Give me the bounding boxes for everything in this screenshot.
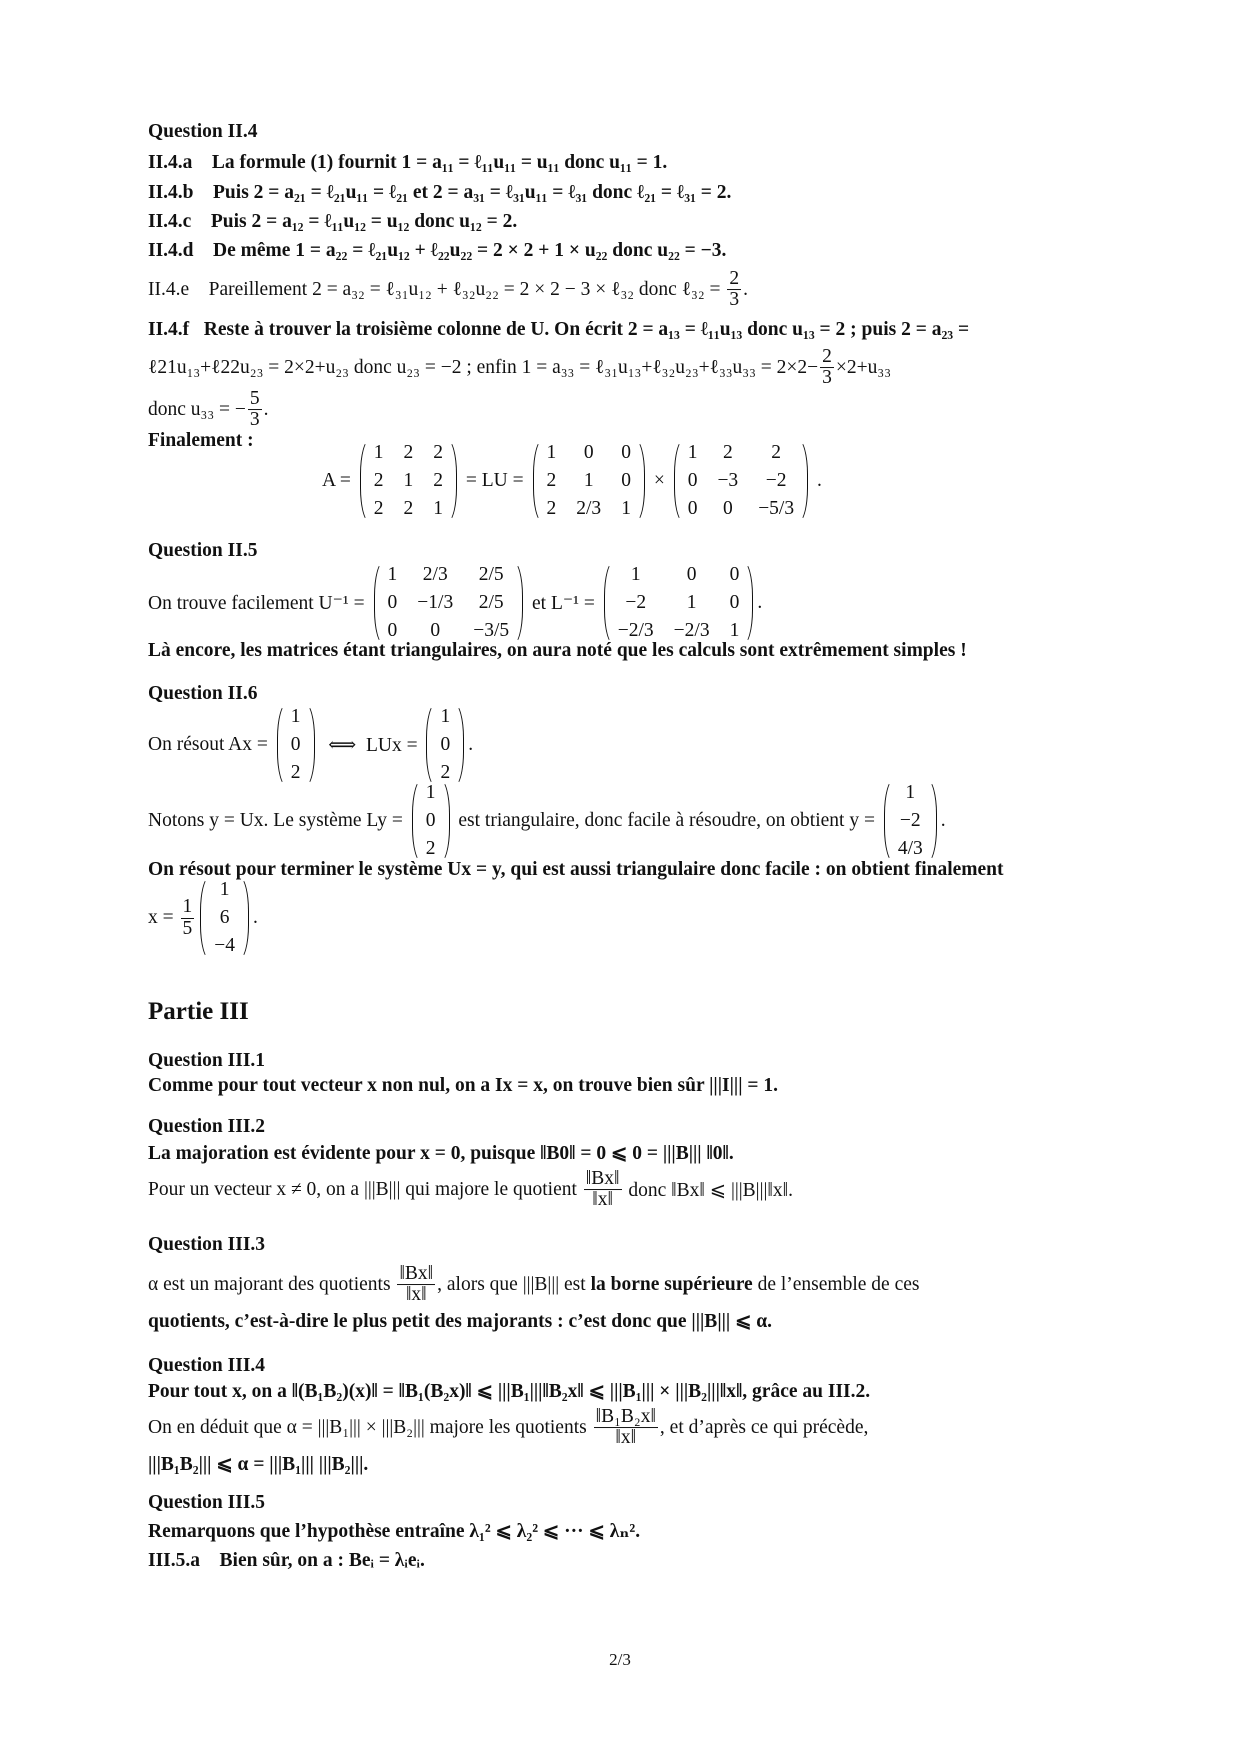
text-run: , et d’après ce qui précède, bbox=[659, 1417, 869, 1438]
text-run: On trouve facilement U⁻¹ = bbox=[148, 593, 370, 614]
right-paren bbox=[798, 439, 808, 523]
matrix-cell: −2 bbox=[765, 470, 787, 491]
matrix-cells bbox=[684, 439, 798, 523]
left-paren bbox=[533, 439, 543, 523]
matrix bbox=[360, 439, 457, 523]
answer-III3-line2 bbox=[148, 1309, 772, 1333]
text-run: Comme pour tout vecteur x non nul, on a Ix = x, on trouve bien sûr |||I||| = 1. bbox=[148, 1075, 778, 1096]
left-paren bbox=[200, 876, 210, 960]
solution-x bbox=[148, 876, 258, 960]
matrix-cell: 1 bbox=[686, 592, 697, 613]
heading-question-III2 bbox=[148, 1116, 265, 1138]
bold-text: Question III.3 bbox=[148, 1234, 266, 1255]
numerator: 1 bbox=[182, 896, 193, 918]
matrix-cell: 1 bbox=[433, 498, 444, 519]
matrix bbox=[674, 439, 808, 523]
right-paren bbox=[927, 779, 937, 863]
answer-III1 bbox=[148, 1075, 778, 1097]
matrix bbox=[604, 561, 754, 645]
left-paren bbox=[674, 439, 684, 523]
inverse-matrices bbox=[148, 561, 762, 645]
matrix-cell: 2 bbox=[440, 762, 451, 783]
numerator: 2 bbox=[822, 346, 832, 368]
matrix-cells bbox=[436, 703, 454, 787]
text-run: On résout pour terminer le système Ux = y, qui est aussi triangulaire donc facile : on obtient finalement bbox=[148, 859, 1004, 880]
solve-x-text bbox=[148, 859, 1004, 881]
text-run: II.4.f Reste à trouver la troisième colonne de U. On écrit 2 = a₁₃ = ℓ₁₁u₁₃ donc u₁₃ = 2 ; puis 2 = a₂₃ = bbox=[148, 319, 970, 340]
right-paren bbox=[447, 439, 457, 523]
matrix-cell: 2 bbox=[403, 442, 414, 463]
matrix-cell: 1 bbox=[729, 620, 740, 641]
matrix-cell: 6 bbox=[219, 907, 230, 928]
matrix-cells bbox=[370, 439, 447, 523]
answer-III4-line2 bbox=[148, 1407, 868, 1449]
item-II4f bbox=[148, 319, 969, 341]
text-run: On en déduit que α = |||B₁||| × |||B₂||| majore les quotients bbox=[148, 1417, 592, 1438]
matrix-cell: 0 bbox=[430, 620, 441, 641]
matrix-cell: 1 bbox=[373, 442, 384, 463]
bold-text: Question III.1 bbox=[148, 1050, 266, 1071]
matrix-cell: −2/3 bbox=[617, 620, 654, 641]
matrix-cell: −1/3 bbox=[417, 592, 454, 613]
text-run: , alors que |||B||| est bbox=[437, 1274, 591, 1295]
left-paren bbox=[884, 779, 894, 863]
matrix-cell: 2 bbox=[403, 498, 414, 519]
matrix-cell: 0 bbox=[729, 592, 740, 613]
right-paren bbox=[743, 561, 753, 645]
matrix-cells bbox=[210, 876, 239, 960]
text-run: II.4.a La formule (1) fournit 1 = a₁₁ = ℓ₁₁u₁₁ = u₁₁ donc u₁₁ = 1. bbox=[148, 152, 668, 173]
matrix-cell: 2 bbox=[433, 470, 444, 491]
right-paren bbox=[635, 439, 645, 523]
matrix-cell: 2/5 bbox=[478, 592, 504, 613]
matrix-cell: 1 bbox=[630, 564, 641, 585]
text-run: . bbox=[263, 399, 269, 420]
matrix-cell: 1 bbox=[425, 782, 436, 803]
matrix-cell: 1 bbox=[583, 470, 594, 491]
answer-III3-line1 bbox=[148, 1264, 919, 1306]
item-II4f-cont bbox=[148, 347, 891, 389]
matrix-cells bbox=[543, 439, 635, 523]
page-number: 2/3 bbox=[609, 1650, 631, 1669]
left-paren bbox=[412, 779, 422, 863]
text-run: ℓ21u₁₃+ℓ22u₂₃ = 2×2+u₂₃ donc u₂₃ = −2 ; enfin 1 = a₃₃ = ℓ₃₁u₁₃+ℓ₃₂u₂₃+ℓ₃₃u₃₃ = 2×2− bbox=[148, 357, 819, 378]
matrix-cell: 2 bbox=[433, 442, 444, 463]
bold-text: Question III.5 bbox=[148, 1492, 266, 1513]
numerator: 2 bbox=[729, 268, 740, 290]
matrix-cell: 1 bbox=[621, 498, 631, 519]
matrix-cells bbox=[287, 703, 305, 787]
text-run: Pour tout x, on a ‖(B₁B₂)(x)‖ = ‖B₁(B₂x)‖ ⩽ |||B₁|||‖B₂x‖ ⩽ |||B₁||| × |||B₂|||‖x‖, grâce au III.2. bbox=[148, 1381, 871, 1402]
denominator: ‖x‖ bbox=[405, 1284, 427, 1306]
text-run: . bbox=[812, 470, 822, 491]
matrix-cell: 0 bbox=[729, 564, 740, 585]
right-paren bbox=[454, 703, 464, 787]
matrix-cells bbox=[894, 779, 927, 863]
text-run: Là encore, les matrices étant triangulaires, on aura noté que les calculs sont extrêmement simples ! bbox=[148, 640, 967, 661]
matrix-cell: 1 bbox=[387, 564, 398, 585]
fraction bbox=[820, 347, 834, 389]
lu-equation bbox=[322, 439, 822, 523]
matrix-cell: −2 bbox=[625, 592, 647, 613]
matrix-cells bbox=[422, 779, 440, 863]
text-run: ×2+u₃₃ bbox=[835, 357, 891, 378]
text-run: α est un majorant des quotients bbox=[148, 1274, 396, 1295]
text-run: On résout Ax = bbox=[148, 734, 273, 755]
matrix-cell: 2/5 bbox=[478, 564, 504, 585]
system-equation bbox=[148, 703, 473, 787]
text-run: Finalement : bbox=[148, 430, 254, 451]
numerator: ‖Bx‖ bbox=[399, 1263, 434, 1285]
finalement-label bbox=[148, 430, 254, 452]
matrix-cell: −5/3 bbox=[758, 498, 795, 519]
text-run: quotients, c’est-à-dire le plus petit des majorants : c’est donc que |||B||| ⩽ α. bbox=[148, 1311, 773, 1332]
matrix-cell: 2 bbox=[373, 498, 384, 519]
matrix-cell: 0 bbox=[687, 470, 698, 491]
matrix-cell: −3 bbox=[717, 470, 739, 491]
text-run: . bbox=[468, 734, 474, 755]
matrix bbox=[426, 703, 464, 787]
heading-question-II5 bbox=[148, 540, 257, 562]
matrix-cell: 2 bbox=[771, 442, 782, 463]
answer-III4-line1 bbox=[148, 1379, 870, 1403]
text-run: . bbox=[253, 907, 258, 928]
matrix-cell: 1 bbox=[905, 782, 916, 803]
text-run: ⟺ LUx = bbox=[318, 735, 423, 756]
text-run: Partie III bbox=[148, 998, 249, 1025]
text-run: II.4.b Puis 2 = a₂₁ = ℓ₂₁u₁₁ = ℓ₂₁ et 2 = a₃₁ = ℓ₃₁u₁₁ = ℓ₃₁ donc ℓ₂₁ = ℓ₃₁ = 2. bbox=[148, 182, 732, 203]
item-II4e bbox=[148, 269, 748, 311]
answer-III5-remark bbox=[148, 1519, 640, 1543]
text-run: Notons y = Ux. Le système Ly = bbox=[148, 810, 408, 831]
item-II4d bbox=[148, 240, 726, 262]
numerator: ‖Bx‖ bbox=[585, 1168, 620, 1190]
bold-text: Question II.5 bbox=[148, 540, 258, 561]
text-run: A = bbox=[322, 470, 356, 491]
numerator: ‖B₁B₂x‖ bbox=[595, 1406, 656, 1428]
heading-question-III3 bbox=[148, 1234, 265, 1256]
solve-y bbox=[148, 779, 946, 863]
denominator: 3 bbox=[822, 367, 832, 389]
text-run: . bbox=[940, 810, 946, 831]
matrix-cell: 0 bbox=[387, 592, 398, 613]
text-run: donc u₃₃ = − bbox=[148, 399, 246, 420]
bold-text: Question II.6 bbox=[148, 683, 258, 704]
bold-text: Question II.4 bbox=[148, 121, 258, 142]
text-run: est triangulaire, donc facile à résoudre, on obtient y = bbox=[453, 810, 880, 831]
denominator: ‖x‖ bbox=[592, 1189, 613, 1211]
item-II4a bbox=[148, 152, 667, 174]
item-II4b bbox=[148, 182, 731, 204]
denominator: 3 bbox=[249, 409, 260, 431]
matrix-cell: 1 bbox=[546, 442, 557, 463]
text-run: x = bbox=[148, 907, 179, 928]
answer-III4-line3 bbox=[148, 1452, 368, 1476]
item-III5a bbox=[148, 1550, 425, 1572]
text-run: II.4.d De même 1 = a₂₂ = ℓ₂₁u₁₂ + ℓ₂₂u₂₂ = 2 × 2 + 1 × u₂₂ donc u₂₂ = −3. bbox=[148, 240, 727, 261]
fraction bbox=[584, 1169, 622, 1211]
matrix-cell: 0 bbox=[425, 810, 436, 831]
text-run: |||B₁B₂||| ⩽ α = |||B₁||| |||B₂|||. bbox=[148, 1454, 369, 1475]
heading-question-III1 bbox=[148, 1050, 265, 1072]
denominator: ‖x‖ bbox=[615, 1427, 637, 1449]
left-paren bbox=[277, 703, 287, 787]
text-run: donc ‖Bx‖ ⩽ |||B|||‖x‖. bbox=[623, 1180, 793, 1201]
heading-question-II4 bbox=[148, 121, 257, 143]
matrix-cell: 2 bbox=[425, 838, 436, 859]
fraction bbox=[397, 1264, 435, 1306]
matrix bbox=[277, 703, 315, 787]
matrix-cell: 2 bbox=[546, 498, 557, 519]
left-paren bbox=[604, 561, 614, 645]
matrix-cell: −3/5 bbox=[473, 620, 510, 641]
text-run: II.4.e Pareillement 2 = a₃₂ = ℓ₃₁u₁₂ + ℓ₃₂u₂₂ = 2 × 2 − 3 × ℓ₃₂ donc ℓ₃₂ = bbox=[148, 279, 726, 300]
matrix-cells bbox=[614, 561, 744, 645]
matrix bbox=[533, 439, 645, 523]
matrix-cell: 2 bbox=[290, 762, 301, 783]
matrix-cell: 1 bbox=[687, 442, 698, 463]
heading-question-III4 bbox=[148, 1355, 265, 1377]
fraction bbox=[181, 897, 195, 939]
fraction bbox=[248, 389, 262, 431]
matrix-cell: 2 bbox=[722, 442, 733, 463]
text-run: . bbox=[757, 592, 763, 613]
text-run: = LU = bbox=[461, 470, 529, 491]
matrix bbox=[200, 876, 249, 960]
matrix-cell: 1 bbox=[403, 470, 414, 491]
matrix bbox=[412, 779, 450, 863]
fraction bbox=[594, 1407, 658, 1449]
matrix-cell: −2/3 bbox=[673, 620, 710, 641]
matrix-cell: 0 bbox=[290, 734, 301, 755]
matrix bbox=[374, 561, 524, 645]
matrix-cell: 0 bbox=[440, 734, 451, 755]
text-run: de l’ensemble de ces bbox=[752, 1274, 920, 1295]
matrix-cell: 0 bbox=[687, 498, 698, 519]
matrix-cell: −2 bbox=[899, 810, 921, 831]
matrix-cell: 0 bbox=[621, 442, 631, 463]
item-II4c bbox=[148, 211, 517, 233]
matrix-cells bbox=[384, 561, 514, 645]
matrix-cell: 1 bbox=[290, 706, 301, 727]
bold-text: Question III.4 bbox=[148, 1355, 266, 1376]
item-II4f-end bbox=[148, 389, 269, 431]
matrix-cell: 0 bbox=[583, 442, 594, 463]
matrix-cell: 2 bbox=[373, 470, 384, 491]
denominator: 5 bbox=[182, 917, 193, 939]
matrix-cell: 0 bbox=[387, 620, 398, 641]
matrix bbox=[884, 779, 937, 863]
bold-text: Question III.2 bbox=[148, 1116, 266, 1137]
matrix-cell: 2/3 bbox=[422, 564, 448, 585]
right-paren bbox=[440, 779, 450, 863]
matrix-cell: 0 bbox=[621, 470, 631, 491]
left-paren bbox=[426, 703, 436, 787]
fraction bbox=[727, 269, 741, 311]
left-paren bbox=[374, 561, 384, 645]
remark-triangular bbox=[148, 640, 967, 662]
text-run: × bbox=[648, 470, 670, 491]
text-run: et L⁻¹ = bbox=[527, 593, 600, 614]
text-run: Remarquons que l’hypothèse entraîne λ₁² ⩽ λ₂² ⩽ ··· ⩽ λₙ². bbox=[148, 1521, 641, 1542]
heading-question-III5 bbox=[148, 1492, 265, 1514]
right-paren bbox=[513, 561, 523, 645]
denominator: 3 bbox=[729, 289, 740, 311]
heading-question-II6 bbox=[148, 683, 257, 705]
left-paren bbox=[360, 439, 370, 523]
part-III-title bbox=[148, 998, 249, 1026]
text-run: La majoration est évidente pour x = 0, puisque ‖B0‖ = 0 ⩽ 0 = |||B||| ‖0‖. bbox=[148, 1143, 734, 1164]
bold-text: la borne supérieure bbox=[590, 1274, 753, 1295]
matrix-cell: 0 bbox=[686, 564, 697, 585]
text-run: III.5.a Bien sûr, on a : Beᵢ = λᵢeᵢ. bbox=[148, 1550, 425, 1571]
matrix-cell: 1 bbox=[440, 706, 451, 727]
matrix-cell: 2/3 bbox=[576, 498, 602, 519]
matrix-cell: −4 bbox=[214, 935, 235, 956]
text-run: Pour un vecteur x ≠ 0, on a |||B||| qui majore le quotient bbox=[148, 1179, 582, 1200]
matrix-cell: 0 bbox=[722, 498, 733, 519]
text-run: II.4.c Puis 2 = a₁₂ = ℓ₁₁u₁₂ = u₁₂ donc u₁₂ = 2. bbox=[148, 211, 518, 232]
matrix-cell: 2 bbox=[546, 470, 557, 491]
matrix-cell: 1 bbox=[219, 879, 230, 900]
numerator: 5 bbox=[249, 388, 260, 410]
answer-III2-line1 bbox=[148, 1141, 734, 1165]
text-run: . bbox=[743, 279, 749, 300]
right-paren bbox=[239, 876, 249, 960]
right-paren bbox=[305, 703, 315, 787]
matrix-cell: 4/3 bbox=[897, 838, 923, 859]
answer-III2-line2 bbox=[148, 1169, 793, 1211]
